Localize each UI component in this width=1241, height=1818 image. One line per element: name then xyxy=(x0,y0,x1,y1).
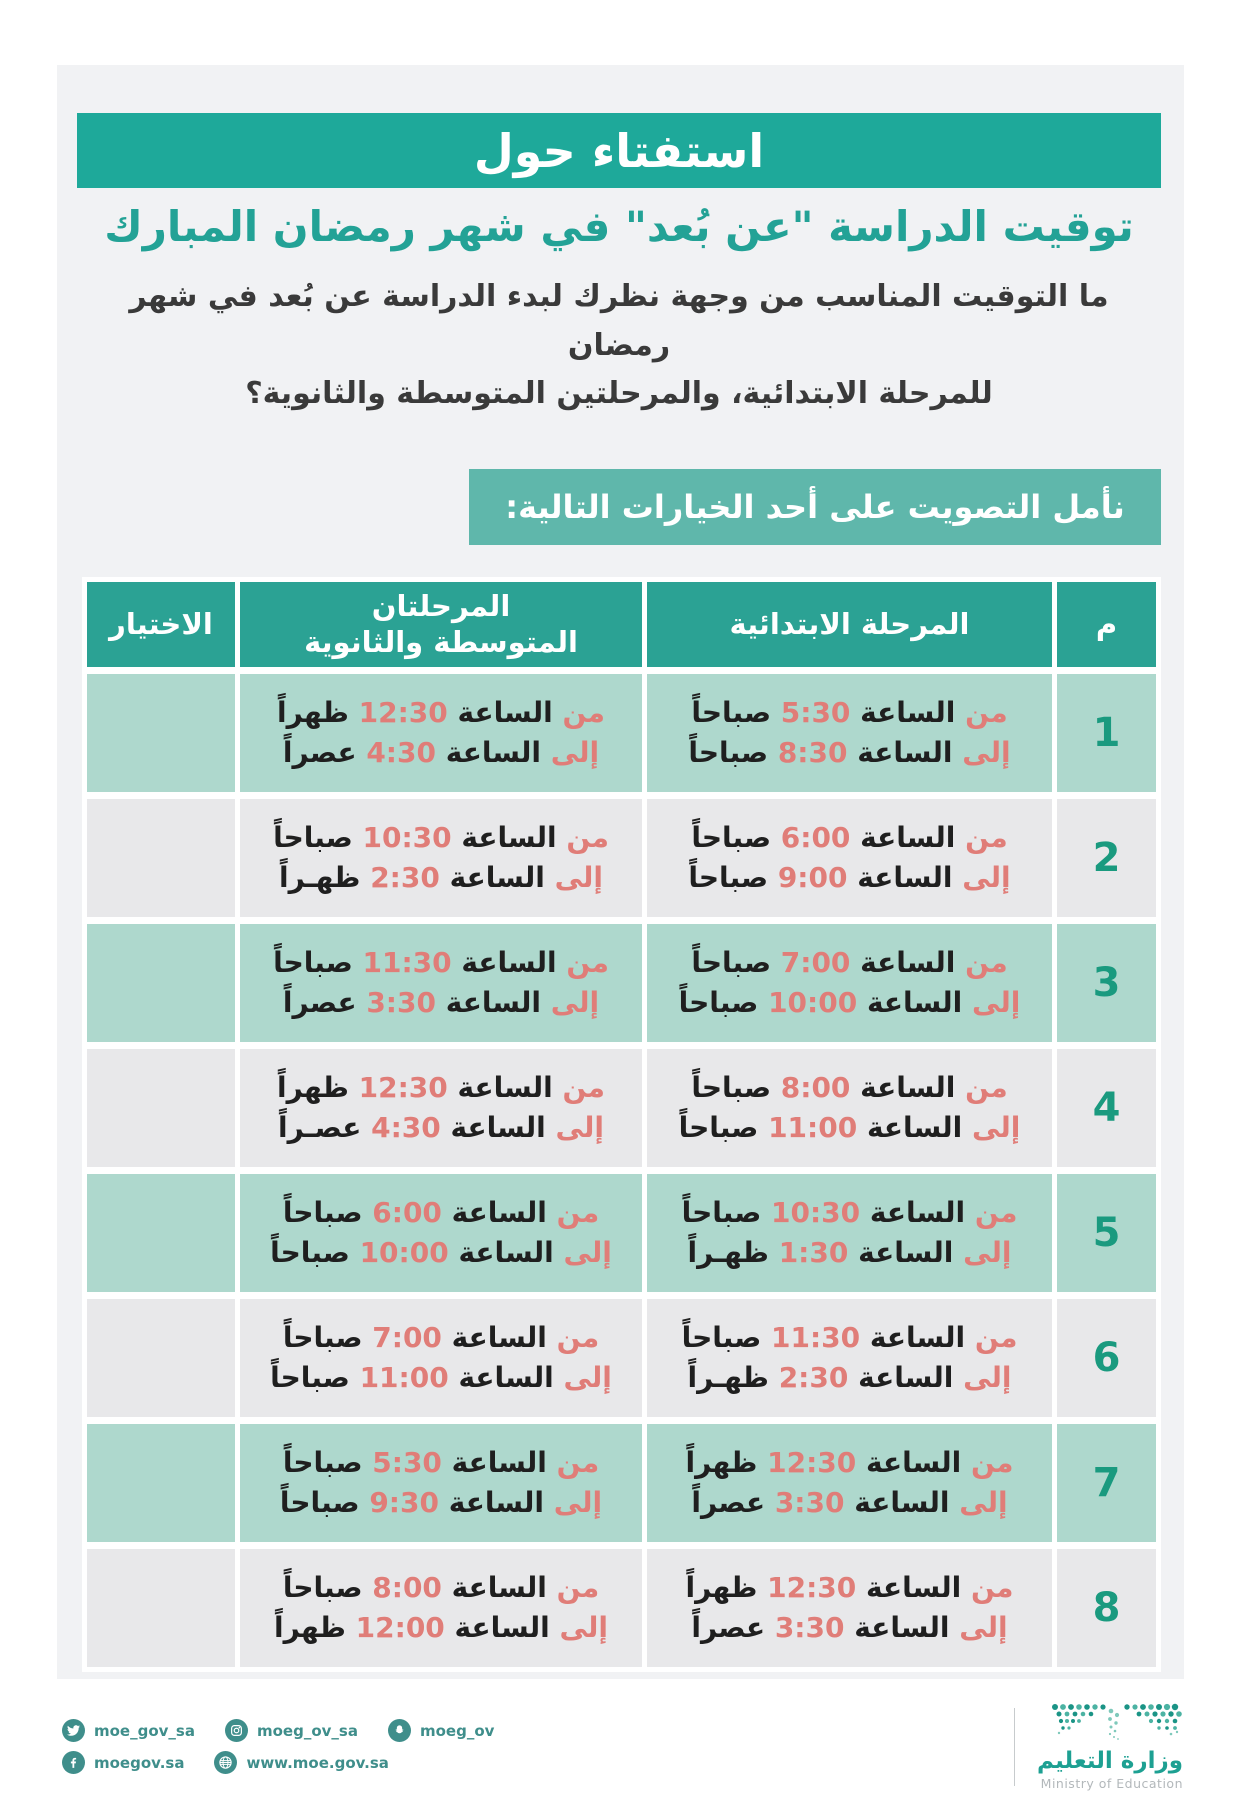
primary-from-line: من الساعة 6:00 صباحاً xyxy=(691,820,1008,854)
primary-to-line: إلى الساعة 3:30 عصراً xyxy=(691,1610,1008,1644)
choice-cell[interactable] xyxy=(87,1299,235,1417)
ministry-logo-block xyxy=(1037,1702,1183,1791)
middle-secondary-times-cell xyxy=(240,924,642,1042)
choice-cell[interactable] xyxy=(87,924,235,1042)
table-header-row xyxy=(87,582,1156,667)
ministry-name-arabic: وزارة التعليم xyxy=(1037,1748,1183,1774)
row-number: 3 xyxy=(1092,959,1121,1006)
row-number: 4 xyxy=(1092,1084,1121,1131)
ministry-logo-dots xyxy=(1051,1702,1183,1742)
row-number: 8 xyxy=(1092,1584,1121,1631)
globe-icon xyxy=(214,1751,237,1774)
header-cell-primary-stage: المرحلة الابتدائية xyxy=(647,582,1052,667)
row-number-cell xyxy=(1057,1424,1156,1542)
primary-from-line: من الساعة 7:00 صباحاً xyxy=(691,945,1008,979)
choice-cell[interactable] xyxy=(87,674,235,792)
facebook-handle: moegov.sa xyxy=(94,1753,185,1772)
header-cell-choice: الاختيار xyxy=(87,582,235,667)
primary-to-line: إلى الساعة 1:30 ظهـراً xyxy=(687,1235,1012,1269)
survey-question xyxy=(77,273,1161,419)
middle-secondary-times-cell xyxy=(240,1299,642,1417)
primary-stage-times-cell xyxy=(647,1299,1052,1417)
header-cell-middle-secondary-stages xyxy=(240,582,642,667)
middle-secondary-times-cell xyxy=(240,1049,642,1167)
secondary-from-line: من الساعة 12:30 ظهراً xyxy=(276,1070,606,1104)
primary-to-line: إلى الساعة 2:30 ظهـراً xyxy=(687,1360,1012,1394)
primary-to-line: إلى الساعة 9:00 صباحاً xyxy=(688,860,1011,894)
row-number-cell xyxy=(1057,799,1156,917)
row-number: 5 xyxy=(1092,1209,1121,1256)
twitter-icon xyxy=(62,1719,85,1742)
primary-stage-times-cell xyxy=(647,1174,1052,1292)
snapchat-handle: moeg_ov xyxy=(419,1721,495,1740)
middle-secondary-times-cell xyxy=(240,1174,642,1292)
social-row-1 xyxy=(62,1719,494,1742)
secondary-to-line: إلى الساعة 12:00 ظهراً xyxy=(274,1610,608,1644)
primary-stage-times-cell xyxy=(647,924,1052,1042)
secondary-from-line: من الساعة 5:30 صباحاً xyxy=(282,1445,600,1479)
table-row xyxy=(87,1174,1156,1292)
middle-secondary-times-cell xyxy=(240,1424,642,1542)
table-row xyxy=(87,674,1156,792)
table-row xyxy=(87,1549,1156,1667)
row-number: 1 xyxy=(1092,709,1121,756)
primary-from-line: من الساعة 8:00 صباحاً xyxy=(691,1070,1008,1104)
primary-to-line: إلى الساعة 11:00 صباحاً xyxy=(678,1110,1021,1144)
choice-cell[interactable] xyxy=(87,1174,235,1292)
page-title: توقيت الدراسة "عن بُعد" في شهر رمضان المبارك xyxy=(104,202,1134,251)
website-link[interactable] xyxy=(214,1751,388,1774)
table-row xyxy=(87,1299,1156,1417)
secondary-to-line: إلى الساعة 10:00 صباحاً xyxy=(270,1235,612,1269)
choice-cell[interactable] xyxy=(87,1424,235,1542)
secondary-to-line: إلى الساعة 9:30 صباحاً xyxy=(279,1485,603,1519)
primary-to-line: إلى الساعة 10:00 صباحاً xyxy=(678,985,1021,1019)
choice-cell[interactable] xyxy=(87,1549,235,1667)
row-number: 7 xyxy=(1092,1459,1121,1506)
header-cell-number: م xyxy=(1057,582,1156,667)
middle-secondary-times-cell xyxy=(240,1549,642,1667)
primary-stage-times-cell xyxy=(647,674,1052,792)
ministry-logo xyxy=(1014,1702,1183,1791)
footer xyxy=(0,1679,1241,1818)
header-banner xyxy=(77,113,1161,188)
ministry-name-english: Ministry of Education xyxy=(1040,1776,1183,1791)
instagram-handle: moeg_ov_sa xyxy=(256,1721,358,1740)
row-number-cell xyxy=(1057,924,1156,1042)
primary-stage-times-cell xyxy=(647,1049,1052,1167)
primary-from-line: من الساعة 12:30 ظهراً xyxy=(685,1445,1014,1479)
footer-divider xyxy=(1014,1708,1015,1786)
table-row xyxy=(87,799,1156,917)
header-banner-text: استفتاء حول xyxy=(473,123,765,178)
primary-stage-times-cell xyxy=(647,1549,1052,1667)
options-table xyxy=(82,577,1161,1672)
twitter-handle: moe_gov_sa xyxy=(94,1721,195,1740)
choice-cell[interactable] xyxy=(87,1049,235,1167)
secondary-to-line: إلى الساعة 2:30 ظهـراً xyxy=(278,860,604,894)
question-line-1: ما التوقيت المناسب من وجهة نظرك لبدء الدراسة عن بُعد في شهر رمضان xyxy=(129,279,1109,363)
table-row xyxy=(87,924,1156,1042)
secondary-from-line: من الساعة 6:00 صباحاً xyxy=(282,1195,600,1229)
social-row-2 xyxy=(62,1751,494,1774)
facebook-icon xyxy=(62,1751,85,1774)
row-number-cell xyxy=(1057,1049,1156,1167)
primary-to-line: إلى الساعة 8:30 صباحاً xyxy=(688,735,1011,769)
vote-instruction-text: نأمل التصويت على أحد الخيارات التالية: xyxy=(505,487,1125,526)
instagram-link[interactable] xyxy=(225,1719,358,1742)
vote-instruction-banner xyxy=(469,469,1161,545)
secondary-from-line: من الساعة 12:30 ظهراً xyxy=(276,695,606,729)
primary-stage-times-cell xyxy=(647,799,1052,917)
secondary-to-line: إلى الساعة 3:30 عصراً xyxy=(282,985,600,1019)
secondary-from-line: من الساعة 8:00 صباحاً xyxy=(282,1570,600,1604)
header-secondary-line-1: المرحلتان xyxy=(371,589,511,624)
primary-stage-times-cell xyxy=(647,1424,1052,1542)
row-number: 6 xyxy=(1092,1334,1121,1381)
twitter-link[interactable] xyxy=(62,1719,195,1742)
choice-cell[interactable] xyxy=(87,799,235,917)
facebook-link[interactable] xyxy=(62,1751,184,1774)
table-row xyxy=(87,1424,1156,1542)
primary-from-line: من الساعة 12:30 ظهراً xyxy=(685,1570,1014,1604)
poster-card xyxy=(57,65,1184,1679)
secondary-from-line: من الساعة 7:00 صباحاً xyxy=(282,1320,600,1354)
row-number-cell xyxy=(1057,674,1156,792)
snapchat-icon xyxy=(388,1719,411,1742)
social-links xyxy=(62,1719,494,1774)
row-number-cell xyxy=(1057,1174,1156,1292)
table-row xyxy=(87,1049,1156,1167)
secondary-from-line: من الساعة 10:30 صباحاً xyxy=(273,820,609,854)
instagram-icon xyxy=(225,1719,248,1742)
website-url: www.moe.gov.sa xyxy=(246,1753,389,1772)
primary-from-line: من الساعة 10:30 صباحاً xyxy=(681,1195,1018,1229)
primary-from-line: من الساعة 5:30 صباحاً xyxy=(691,695,1008,729)
secondary-to-line: إلى الساعة 11:00 صباحاً xyxy=(270,1360,612,1394)
row-number-cell xyxy=(1057,1549,1156,1667)
primary-from-line: من الساعة 11:30 صباحاً xyxy=(681,1320,1018,1354)
header-secondary-line-2: المتوسطة والثانوية xyxy=(304,625,578,660)
middle-secondary-times-cell xyxy=(240,674,642,792)
middle-secondary-times-cell xyxy=(240,799,642,917)
row-number: 2 xyxy=(1092,834,1121,881)
row-number-cell xyxy=(1057,1299,1156,1417)
question-line-2: للمرحلة الابتدائية، والمرحلتين المتوسطة والثانوية؟ xyxy=(245,376,993,412)
secondary-to-line: إلى الساعة 4:30 عصراً xyxy=(282,735,600,769)
snapchat-link[interactable] xyxy=(388,1719,494,1742)
secondary-to-line: إلى الساعة 4:30 عصـراً xyxy=(278,1110,604,1144)
primary-to-line: إلى الساعة 3:30 عصراً xyxy=(691,1485,1008,1519)
secondary-from-line: من الساعة 11:30 صباحاً xyxy=(273,945,609,979)
